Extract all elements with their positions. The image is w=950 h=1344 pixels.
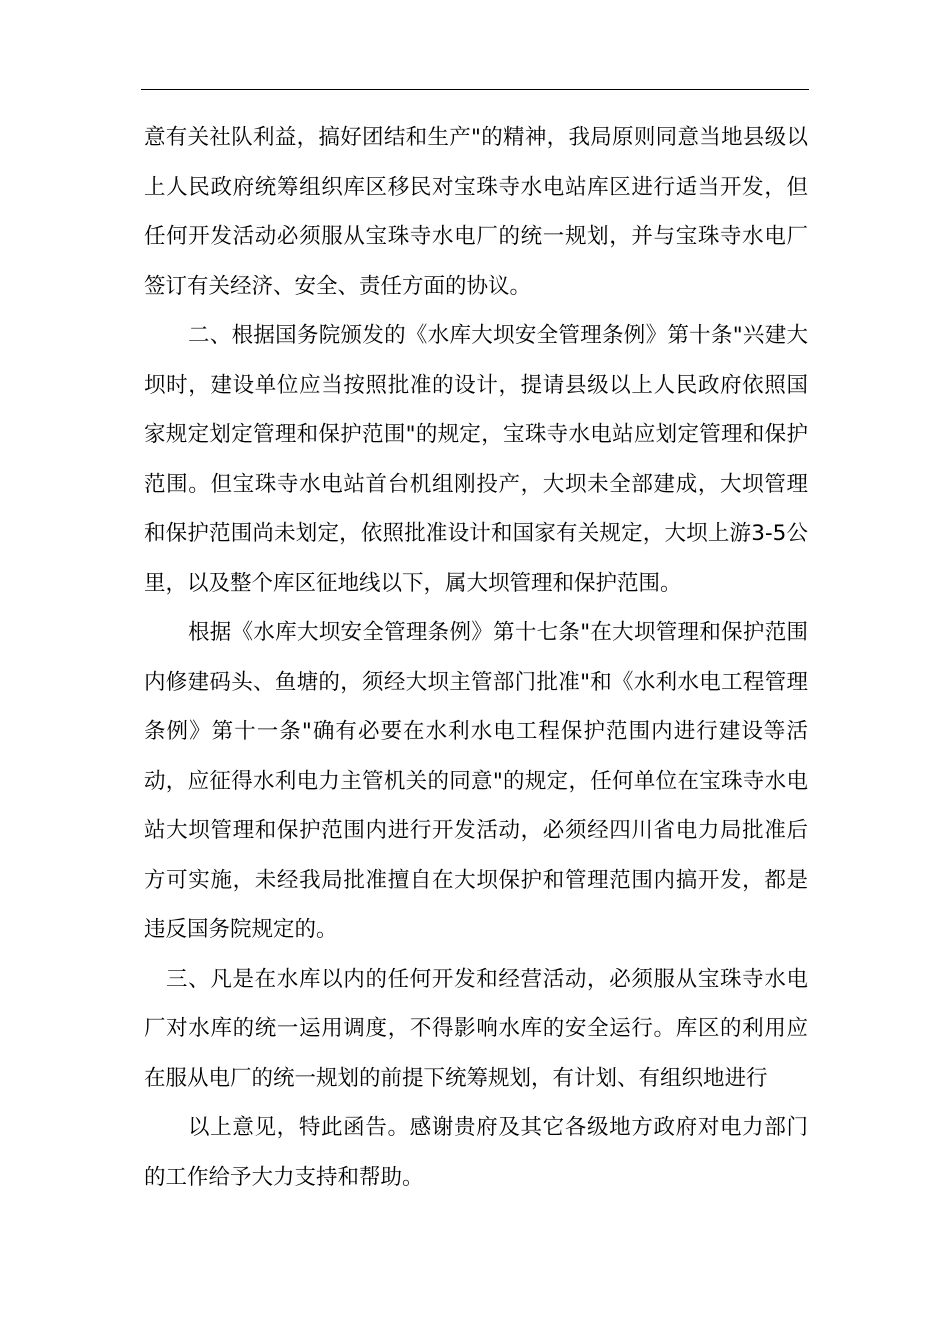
paragraph-item-three: 三、凡是在水库以内的任何开发和经营活动，必须服从宝珠寺水电厂对水库的统一运用调度，不得影响水库的安全运行。库区的利用应在服从电厂的统一规划的前提下统筹规划，有计划、有组织地进行 (144, 966, 808, 1091)
paragraph-regulation-citation: 根据《水库大坝安全管理条例》第十七条"在大坝管理和保护范围内修建码头、鱼塘的，须经大坝主管部门批准"和《水利水电工程管理条例》第十一条"确有必要在水利水电工程保护范围内进行建设等活动，应征得水利电力主管机关的同意"的规定，任何单位在宝珠寺水电站大坝管理和保护范围内进行开发活动，必须经四川省电力局批准后方可实施，未经我局批准擅自在大坝保护和管理范围内搞开发，都是违反国务院规定的。 (144, 620, 808, 942)
document-body (144, 113, 808, 1202)
paragraph-closing: 以上意见，特此函告。感谢贵府及其它各级地方政府对电力部门的工作给予大力支持和帮助。 (144, 1115, 808, 1190)
header-rule (141, 89, 809, 90)
paragraph-continuation: 意有关社队利益，搞好团结和生产"的精神，我局原则同意当地县级以上人民政府统筹组织库区移民对宝珠寺水电站库区进行适当开发，但任何开发活动必须服从宝珠寺水电厂的统一规划，并与宝珠寺水电厂签订有关经济、安全、责任方面的协议。 (144, 125, 808, 299)
paragraph-item-two: 二、根据国务院颁发的《水库大坝安全管理条例》第十条"兴建大坝时，建设单位应当按照批准的设计，提请县级以上人民政府依照国家规定划定管理和保护范围"的规定，宝珠寺水电站应划定管理和保护范围。但宝珠寺水电站首台机组刚投产，大坝未全部建成，大坝管理和保护范围尚未划定，依照批准设计和国家有关规定，大坝上游3-5公里，以及整个库区征地线以下，属大坝管理和保护范围。 (144, 323, 808, 596)
